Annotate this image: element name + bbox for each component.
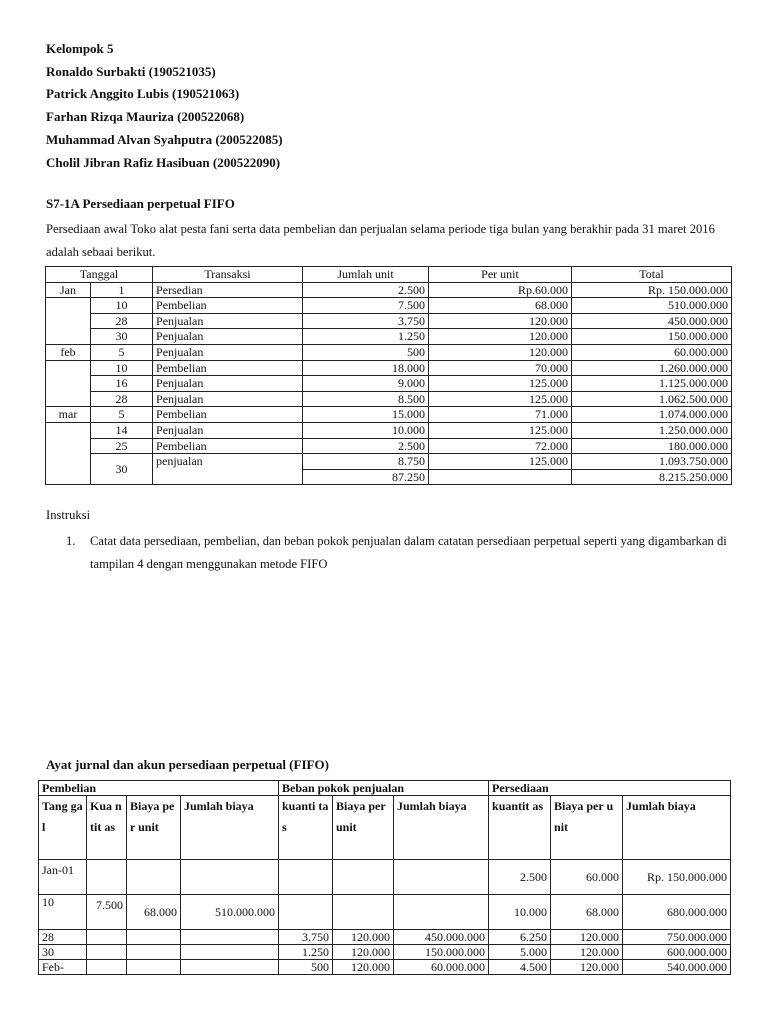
header-cell: Total — [572, 267, 732, 283]
cogs-total-cell — [394, 860, 489, 895]
instruction-text: Catat data persediaan, pembelian, dan beban pokok penjualan dalam catatan persediaan perpetual seperti yang digambarkan di tampilan 4 dengan menggunakan metode FIFO — [90, 534, 727, 571]
qty-cell: 15.000 — [303, 407, 429, 423]
grand-total-cell: 8.215.250.000 — [572, 469, 732, 485]
day-cell: 25 — [91, 438, 153, 454]
price-cell: 125.000 — [429, 376, 572, 392]
sub-header-cell: Jumlah biaya — [394, 796, 489, 860]
member-name: Cholil Jibran Rafiz Hasibuan (200522090) — [46, 154, 281, 170]
group-header — [46, 38, 283, 174]
cogs-price-cell: 120.000 — [333, 945, 394, 960]
inventory-total-cell: 600.000.000 — [623, 945, 731, 960]
inventory-price-cell: 120.000 — [551, 960, 623, 975]
inventory-qty-cell: 10.000 — [489, 895, 551, 930]
sub-header-cell: Jumlah biaya — [623, 796, 731, 860]
sub-header-cell: Biaya per unit — [551, 796, 623, 860]
table-row — [39, 960, 731, 975]
total-cell: 1.093.750.000 — [572, 454, 732, 470]
total-cell: 1.125.000.000 — [572, 376, 732, 392]
cogs-total-cell — [394, 895, 489, 930]
inventory-qty-cell: 2.500 — [489, 860, 551, 895]
price-cell: 120.000 — [429, 313, 572, 329]
instruction-label: Instruksi — [46, 508, 91, 522]
inventory-total-cell: 750.000.000 — [623, 930, 731, 945]
table-row — [39, 930, 731, 945]
total-cell: 150.000.000 — [572, 329, 732, 345]
qty-cell: 7.500 — [303, 298, 429, 314]
purchase-total-cell — [181, 945, 279, 960]
group-header-row — [39, 781, 731, 796]
transaction-cell: Persedian — [153, 282, 303, 298]
transaction-cell: Penjualan — [153, 329, 303, 345]
price-cell: 125.000 — [429, 422, 572, 438]
purchase-price-cell — [127, 930, 181, 945]
total-cell: 450.000.000 — [572, 313, 732, 329]
qty-cell: 18.000 — [303, 360, 429, 376]
purchase-price-cell — [127, 960, 181, 975]
sub-header-cell: Kua ntit as — [87, 796, 127, 860]
group-header-persediaan: Persediaan — [489, 781, 731, 796]
table-row — [46, 282, 732, 298]
inventory-qty-cell: 6.250 — [489, 930, 551, 945]
transaction-cell: Penjualan — [153, 391, 303, 407]
purchase-total-cell — [181, 860, 279, 895]
transaction-cell: Pembelian — [153, 298, 303, 314]
price-cell: 72.000 — [429, 438, 572, 454]
transaction-cell: Pembelian — [153, 438, 303, 454]
inventory-total-cell: 680.000.000 — [623, 895, 731, 930]
list-number: 1. — [66, 534, 76, 548]
day-cell: 1 — [91, 282, 153, 298]
purchase-qty-cell: 7.500 — [87, 895, 127, 930]
date-cell: 28 — [39, 930, 87, 945]
price-cell: 125.000 — [429, 454, 572, 470]
total-cell: 1.250.000.000 — [572, 422, 732, 438]
empty-cell — [429, 469, 572, 485]
header-cell: Per unit — [429, 267, 572, 283]
table-row — [46, 344, 732, 360]
table-row — [46, 438, 732, 454]
intro-paragraph: Persediaan awal Toko alat pesta fani serta data pembelian dan perjualan selama periode tiga bulan yang berakhir pada 31 maret 2016 adalah sebaai berikut. — [46, 222, 715, 259]
total-cell: Rp. 150.000.000 — [572, 282, 732, 298]
purchase-price-cell — [127, 860, 181, 895]
qty-cell: 2.500 — [303, 438, 429, 454]
purchase-qty-cell — [87, 945, 127, 960]
date-cell: Jan-01 — [39, 860, 87, 895]
month-cell: feb — [46, 344, 91, 360]
table-row — [39, 895, 731, 930]
day-cell: 28 — [91, 391, 153, 407]
sub-header-cell: Biaya per unit — [127, 796, 181, 860]
price-cell: Rp.60.000 — [429, 282, 572, 298]
day-cell: 28 — [91, 313, 153, 329]
purchase-qty-cell — [87, 860, 127, 895]
transaction-cell: Penjualan — [153, 376, 303, 392]
inventory-price-cell: 120.000 — [551, 930, 623, 945]
month-cell — [46, 422, 91, 484]
cogs-qty-cell: 500 — [279, 960, 333, 975]
price-cell: 120.000 — [429, 344, 572, 360]
header-cell: Jumlah unit — [303, 267, 429, 283]
date-cell: Feb- — [39, 960, 87, 975]
month-cell: Jan — [46, 282, 91, 298]
day-cell: 10 — [91, 360, 153, 376]
qty-cell: 2.500 — [303, 282, 429, 298]
table-row — [46, 422, 732, 438]
group-header-pembelian: Pembelian — [39, 781, 279, 796]
qty-cell: 500 — [303, 344, 429, 360]
day-cell: 5 — [91, 344, 153, 360]
date-cell: 30 — [39, 945, 87, 960]
price-cell: 125.000 — [429, 391, 572, 407]
day-cell: 14 — [91, 422, 153, 438]
table-row — [46, 360, 732, 376]
inventory-qty-cell: 4.500 — [489, 960, 551, 975]
sub-header-cell: Jumlah biaya — [181, 796, 279, 860]
date-cell: 10 — [39, 895, 87, 930]
header-cell: Tanggal — [46, 267, 153, 283]
sub-header-cell: kuanti tas — [279, 796, 333, 860]
purchase-total-cell — [181, 930, 279, 945]
total-cell: 1.074.000.000 — [572, 407, 732, 423]
day-cell: 16 — [91, 376, 153, 392]
section-title: S7-1A Persediaan perpetual FIFO — [46, 196, 235, 211]
day-cell: 5 — [91, 407, 153, 423]
price-cell: 70.000 — [429, 360, 572, 376]
sub-header-cell: Biaya per unit — [333, 796, 394, 860]
month-cell: mar — [46, 407, 91, 423]
sub-header-cell: kuantit as — [489, 796, 551, 860]
cogs-price-cell: 120.000 — [333, 930, 394, 945]
total-cell: 510.000.000 — [572, 298, 732, 314]
member-name: Patrick Anggito Lubis (190521063) — [46, 86, 240, 102]
sub-header-row — [39, 796, 731, 860]
cogs-total-cell: 450.000.000 — [394, 930, 489, 945]
table-row — [46, 391, 732, 407]
qty-cell: 9.000 — [303, 376, 429, 392]
price-cell: 68.000 — [429, 298, 572, 314]
inventory-qty-cell: 5.000 — [489, 945, 551, 960]
purchase-qty-cell — [87, 930, 127, 945]
table-row — [46, 298, 732, 314]
group-name: Kelompok 5 — [46, 41, 114, 56]
cogs-total-cell: 60.000.000 — [394, 960, 489, 975]
table-row — [46, 313, 732, 329]
qty-cell: 8.500 — [303, 391, 429, 407]
qty-cell: 10.000 — [303, 422, 429, 438]
day-cell: 30 — [91, 454, 153, 485]
month-cell — [46, 360, 91, 407]
cogs-price-cell: 120.000 — [333, 960, 394, 975]
header-cell: Transaksi — [153, 267, 303, 283]
total-qty-cell: 87.250 — [303, 469, 429, 485]
month-cell — [46, 298, 91, 345]
purchase-price-cell: 68.000 — [127, 895, 181, 930]
cogs-qty-cell: 1.250 — [279, 945, 333, 960]
table-row — [46, 329, 732, 345]
purchase-total-cell — [181, 960, 279, 975]
inventory-price-cell: 120.000 — [551, 945, 623, 960]
cogs-qty-cell — [279, 860, 333, 895]
member-name: Muhammad Alvan Syahputra (200522085) — [46, 131, 283, 147]
price-cell: 120.000 — [429, 329, 572, 345]
total-cell: 1.062.500.000 — [572, 391, 732, 407]
day-cell: 30 — [91, 329, 153, 345]
purchase-qty-cell — [87, 960, 127, 975]
table-row — [39, 860, 731, 895]
inventory-price-cell: 60.000 — [551, 860, 623, 895]
cogs-total-cell: 150.000.000 — [394, 945, 489, 960]
day-cell: 10 — [91, 298, 153, 314]
qty-cell: 8.750 — [303, 454, 429, 470]
member-name: Ronaldo Surbakti (190521035) — [46, 63, 216, 79]
inventory-price-cell: 68.000 — [551, 895, 623, 930]
group-header-beban: Beban pokok penjualan — [279, 781, 489, 796]
table-row — [46, 407, 732, 423]
transaction-cell: penjualan — [153, 454, 303, 485]
total-cell: 1.260.000.000 — [572, 360, 732, 376]
table-row — [46, 376, 732, 392]
transaction-cell: Penjualan — [153, 422, 303, 438]
purchase-price-cell — [127, 945, 181, 960]
qty-cell: 1.250 — [303, 329, 429, 345]
transaction-cell: Penjualan — [153, 344, 303, 360]
inventory-total-cell: 540.000.000 — [623, 960, 731, 975]
table-header-row — [46, 267, 732, 283]
table-row — [46, 454, 732, 470]
cogs-price-cell — [333, 860, 394, 895]
section-title-journal: Ayat jurnal dan akun persediaan perpetual (FIFO) — [46, 757, 329, 772]
sub-header-cell: Tang gal — [39, 796, 87, 860]
transaction-cell: Pembelian — [153, 407, 303, 423]
total-cell: 180.000.000 — [572, 438, 732, 454]
purchase-total-cell: 510.000.000 — [181, 895, 279, 930]
qty-cell: 3.750 — [303, 313, 429, 329]
table-row — [39, 945, 731, 960]
cogs-qty-cell — [279, 895, 333, 930]
price-cell: 71.000 — [429, 407, 572, 423]
transaction-cell: Penjualan — [153, 313, 303, 329]
transactions-table — [45, 266, 732, 485]
transaction-cell: Pembelian — [153, 360, 303, 376]
cogs-price-cell — [333, 895, 394, 930]
cogs-qty-cell: 3.750 — [279, 930, 333, 945]
member-name: Farhan Rizqa Mauriza (200522068) — [46, 109, 245, 125]
total-cell: 60.000.000 — [572, 344, 732, 360]
fifo-journal-table — [38, 780, 731, 975]
inventory-total-cell: Rp. 150.000.000 — [623, 860, 731, 895]
